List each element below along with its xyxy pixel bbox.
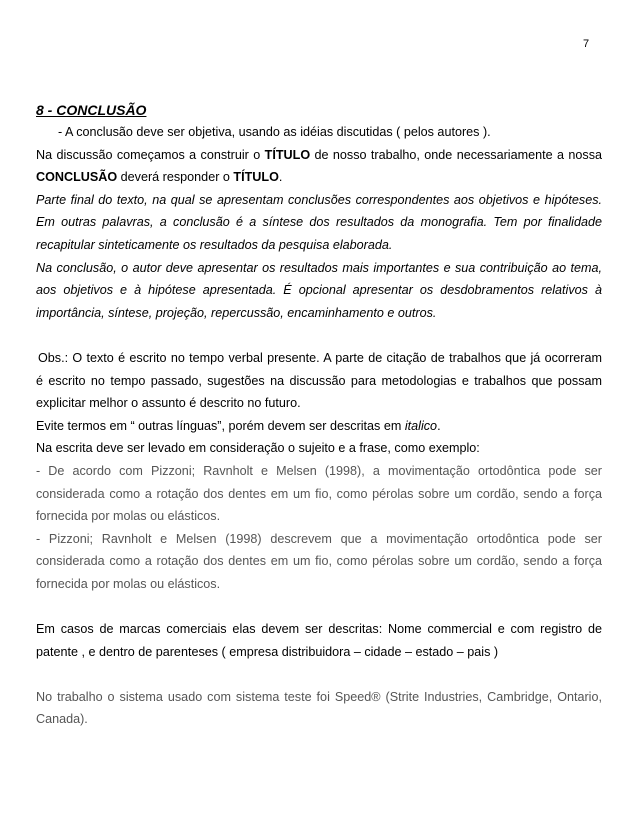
paragraph-parte-final-line: Em outras palavras, a conclusão é a síntese dos resultados da monografia. Tem por finalidade bbox=[36, 215, 602, 230]
document-body bbox=[36, 99, 602, 731]
paragraph-sistema-line: Canada). bbox=[36, 712, 88, 727]
paragraph-na-conclusao-line: aos objetivos e à hipótese apresentada. É opcional apresentar os desdobramentos relativos à bbox=[36, 283, 602, 298]
example-1-line: - De acordo com Pizzoni; Ravnholt e Melsen (1998), a movimentação ortodôntica pode ser bbox=[36, 463, 602, 478]
text: . bbox=[437, 418, 441, 433]
text: de nosso trabalho, onde necessariamente a nossa bbox=[310, 147, 602, 162]
text: Evite termos em “ outras línguas”, porém devem ser descritas em bbox=[36, 418, 405, 433]
spacer bbox=[36, 663, 602, 686]
text: deverá responder o bbox=[117, 170, 234, 185]
paragraph-marcas-line: Em casos de marcas comerciais elas devem ser descritas: Nome commercial e com registro de bbox=[36, 622, 602, 637]
page-number: 7 bbox=[583, 38, 590, 50]
paragraph-obs-line: explicitar melhor o assunto é descrito no futuro. bbox=[36, 396, 301, 411]
paragraph-obs-line: Obs.: O texto é escrito no tempo verbal presente. A parte de citação de trabalhos que já ocorreram bbox=[38, 350, 602, 365]
paragraph-obs-line: é escrito no tempo passado, sugestões na discussão para metodologias e trabalhos que possam bbox=[36, 373, 602, 388]
example-2-line: - Pizzoni; Ravnholt e Melsen (1998) descrevem que a movimentação ortodôntica pode ser bbox=[36, 531, 602, 546]
section-heading: 8 - CONCLUSÃO bbox=[36, 102, 147, 118]
paragraph-escrita: Na escrita deve ser levado em consideração o sujeito e a frase, como exemplo: bbox=[36, 441, 480, 456]
paragraph-parte-final-line: Parte final do texto, na qual se apresentam conclusões correspondentes aos objetivos e hipóteses. bbox=[36, 192, 602, 207]
example-1-line: fornecida por molas ou elásticos. bbox=[36, 509, 221, 524]
italic-word: italico bbox=[404, 418, 438, 433]
bold-titulo: TÍTULO bbox=[233, 170, 279, 185]
paragraph-marcas-line: patente , e dentro de parenteses ( empresa distribuidora – cidade – estado – pais ) bbox=[36, 644, 499, 659]
paragraph-evite bbox=[36, 415, 602, 438]
paragraph-objetiva: - A conclusão deve ser objetiva, usando as idéias discutidas ( pelos autores ). bbox=[58, 125, 491, 139]
spacer bbox=[36, 595, 602, 618]
spacer bbox=[36, 324, 602, 347]
paragraph-sistema-line: No trabalho o sistema usado com sistema teste foi Speed® (Strite Industries, Cambridge, Ontario, bbox=[36, 689, 602, 704]
example-2-line: fornecida por molas ou elásticos. bbox=[36, 576, 221, 591]
bold-conclusao: CONCLUSÃO bbox=[36, 170, 118, 185]
paragraph-discussao-line-1 bbox=[36, 144, 602, 167]
bold-titulo: TÍTULO bbox=[264, 147, 311, 162]
paragraph-discussao-line-2 bbox=[36, 166, 602, 189]
paragraph-na-conclusao-line: Na conclusão, o autor deve apresentar os resultados mais importantes e sua contribuição ao tema, bbox=[36, 260, 602, 275]
paragraph-na-conclusao-line: importância, síntese, projeção, repercussão, encaminhamento e outros. bbox=[36, 305, 437, 320]
text: Na discussão começamos a construir o bbox=[36, 147, 265, 162]
paragraph-parte-final-line: recapitular sinteticamente os resultados da pesquisa elaborada. bbox=[36, 237, 393, 252]
text: . bbox=[278, 170, 283, 185]
example-2-line: considerada como a rotação dos dentes em um fio, como pérolas sobre um cordão, sendo a força bbox=[36, 554, 602, 569]
example-1-line: considerada como a rotação dos dentes em um fio, como pérolas sobre um cordão, sendo a força bbox=[36, 486, 602, 501]
